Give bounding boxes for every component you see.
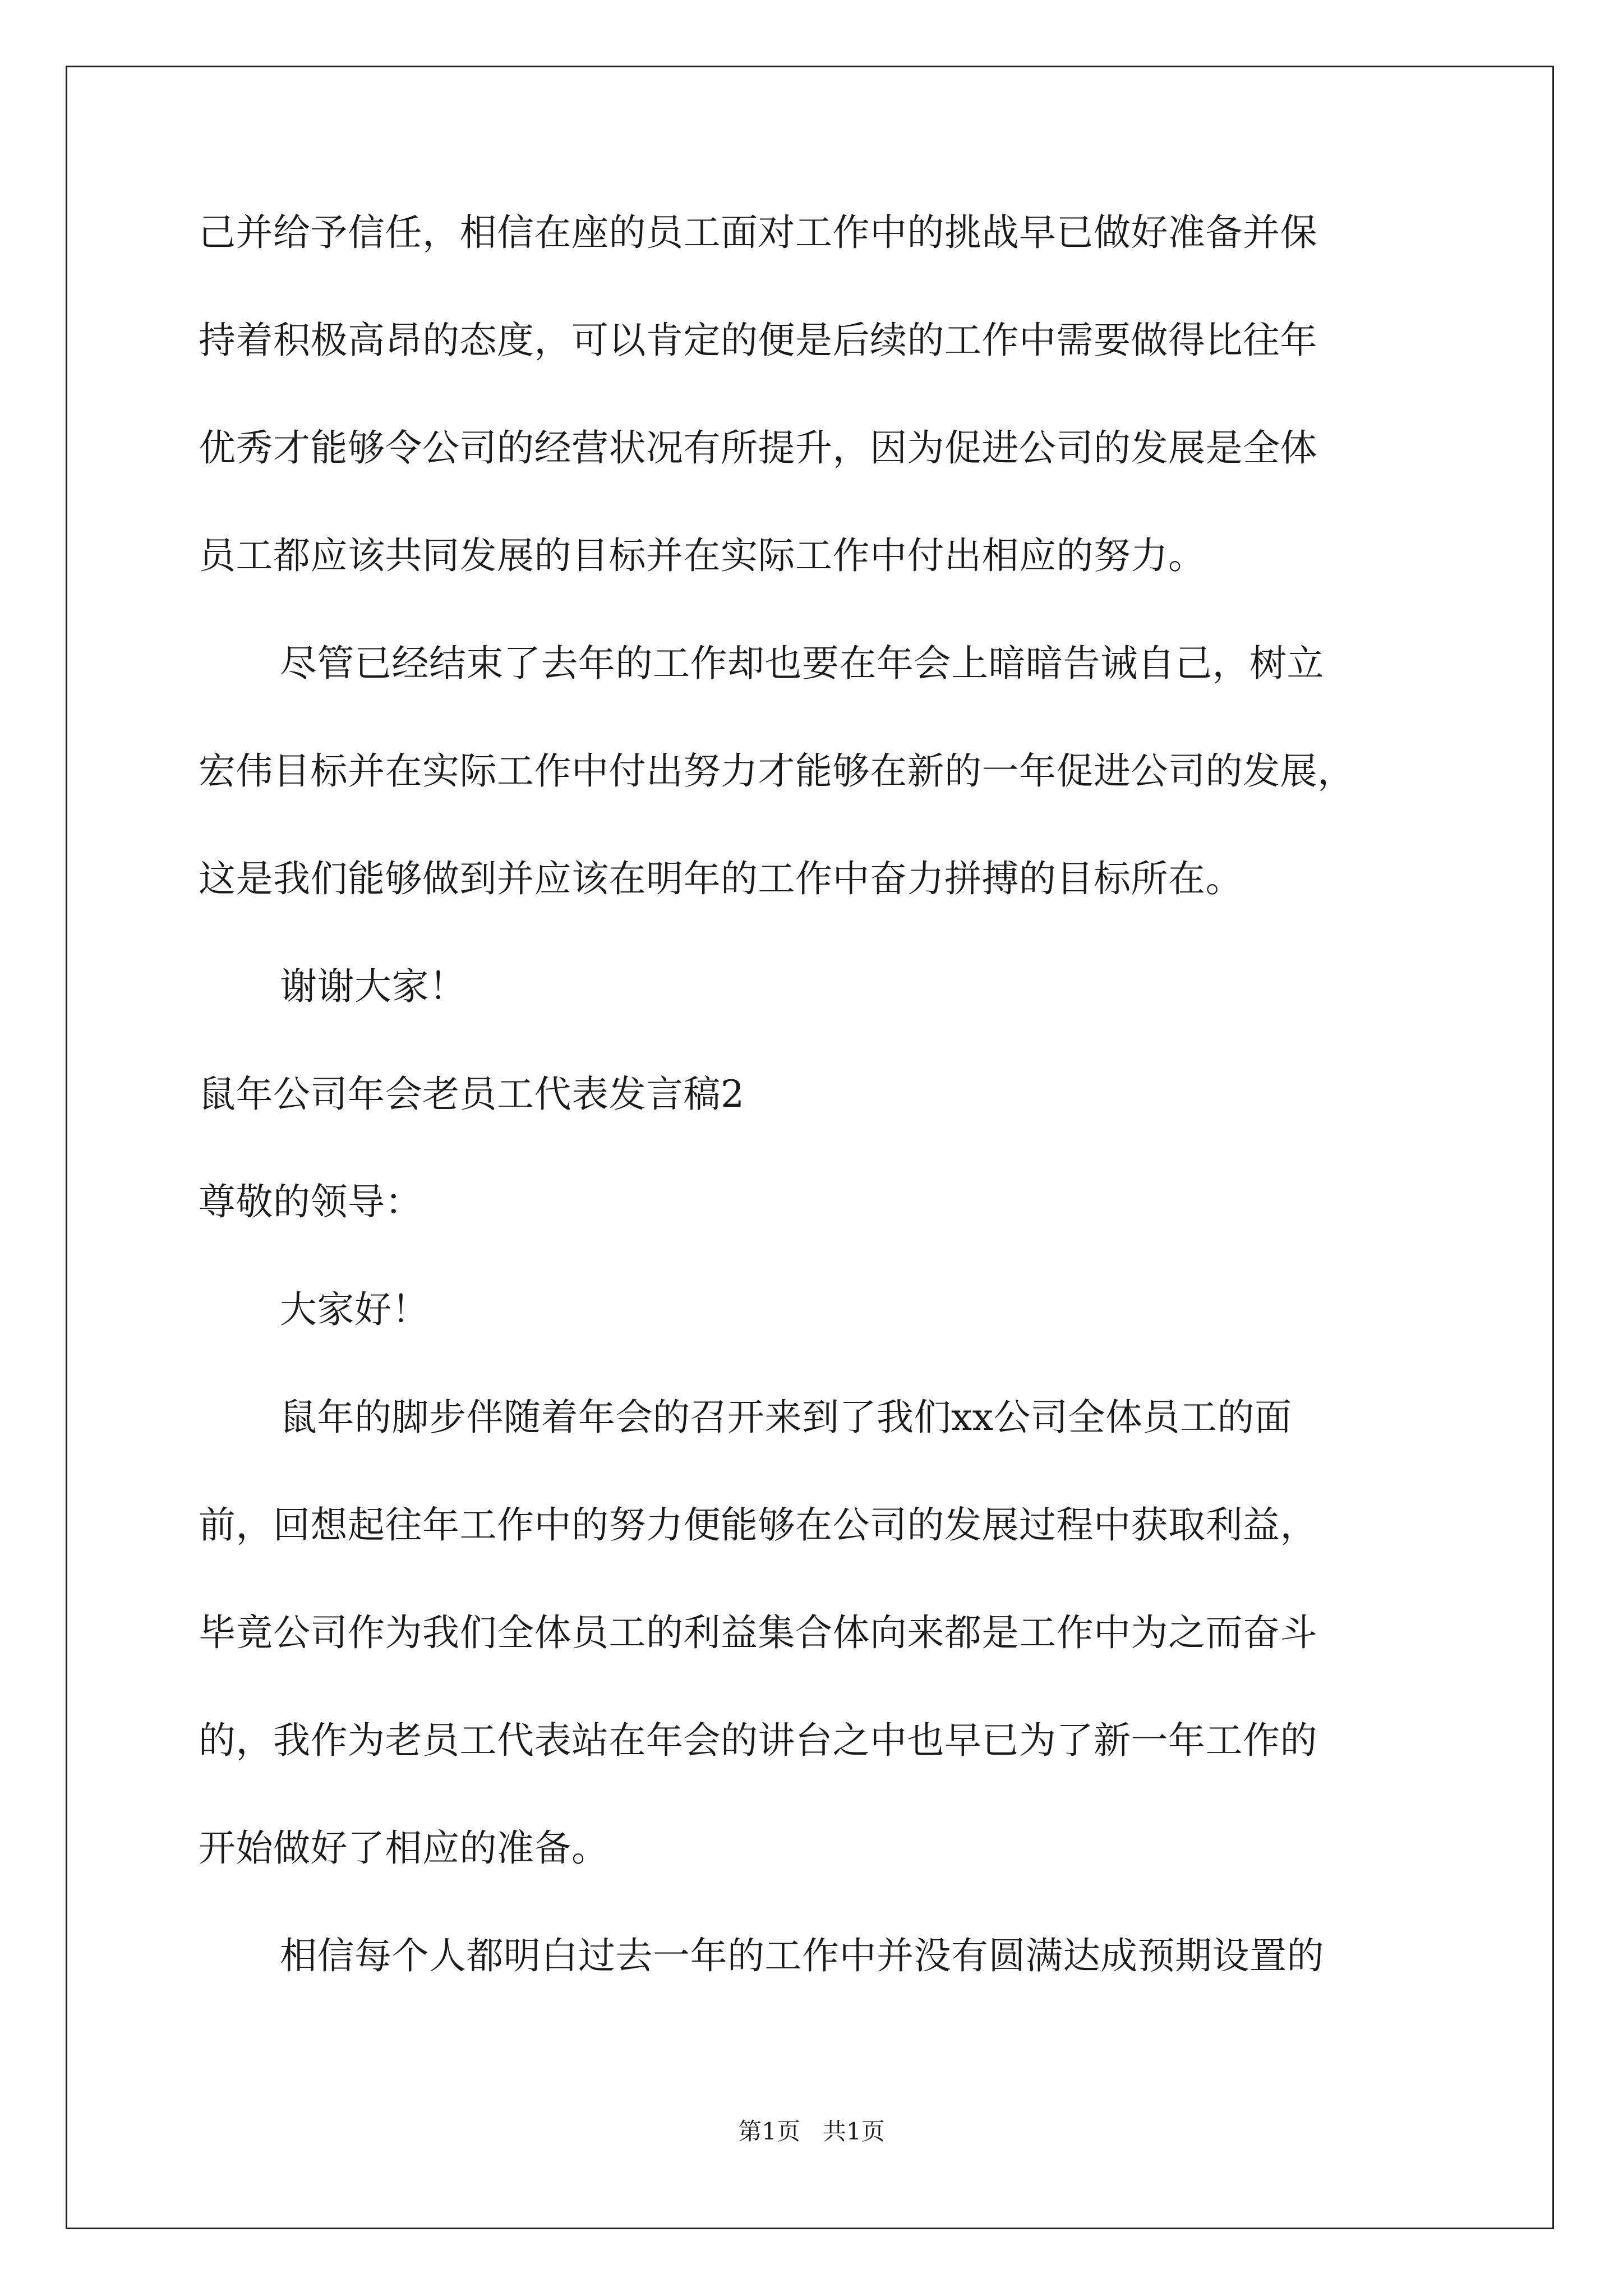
page-border xyxy=(66,66,1554,2229)
text-line: 尽管已经结束了去年的工作却也要在年会上暗暗告诫自己，树立 xyxy=(280,642,1324,685)
text-line: 毕竟公司作为我们全体员工的利益集合体向来都是工作中为之而奋斗 xyxy=(199,1611,1317,1654)
text-line: 的，我作为老员工代表站在年会的讲台之中也早已为了新一年工作的 xyxy=(199,1719,1317,1762)
text-line: 宏伟目标并在实际工作中付出努力才能够在新的一年促进公司的发展， xyxy=(199,749,1355,793)
section-heading: 鼠年公司年会老员工代表发言稿2 xyxy=(199,1073,745,1116)
text-line: 开始做好了相应的准备。 xyxy=(199,1826,609,1870)
salutation: 尊敬的领导： xyxy=(199,1180,422,1223)
page-number-footer: 第1页 共1页 xyxy=(738,2118,885,2145)
text-line: 持着积极高昂的态度，可以肯定的便是后续的工作中需要做得比往年 xyxy=(199,319,1317,362)
text-line: 前，回想起往年工作中的努力便能够在公司的发展过程中获取利益， xyxy=(199,1503,1317,1547)
greeting: 大家好！ xyxy=(280,1288,429,1331)
text-line: 鼠年的脚步伴随着年会的召开来到了我们xx公司全体员工的面 xyxy=(280,1396,1292,1439)
text-line: 谢谢大家！ xyxy=(280,965,467,1008)
text-line: 员工都应该共同发展的目标并在实际工作中付出相应的努力。 xyxy=(199,534,1206,577)
text-line: 相信每个人都明白过去一年的工作中并没有圆满达成预期设置的 xyxy=(280,1934,1324,1977)
text-line: 优秀才能够令公司的经营状况有所提升，因为促进公司的发展是全体 xyxy=(199,426,1317,470)
text-line: 己并给予信任，相信在座的员工面对工作中的挑战早已做好准备并保 xyxy=(199,211,1317,254)
text-line: 这是我们能够做到并应该在明年的工作中奋力拼搏的目标所在。 xyxy=(199,857,1243,900)
